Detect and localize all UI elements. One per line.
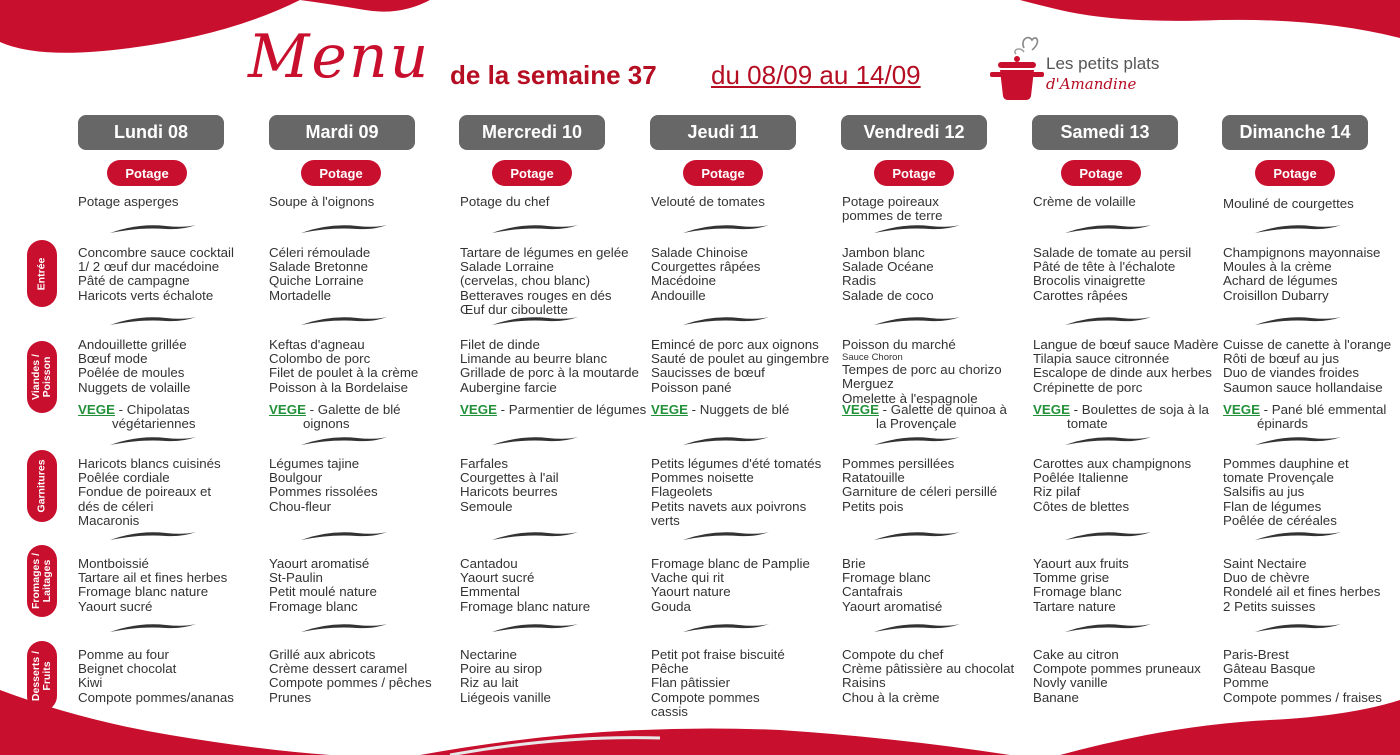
day-header: Mardi 09 [269,115,415,150]
divider-swash [108,434,198,448]
menu-item: Poêlée de moules [78,365,185,381]
menu-cell-garnitures [78,457,263,528]
menu-item: Poisson pané [651,379,732,395]
vege-line: VEGE - Parmentier de légumes [460,402,647,417]
menu-cell-potage [1033,195,1218,209]
vege-option [842,403,1027,431]
menu-item: Pomme au four [78,647,169,662]
menu-item: Nectarine [460,647,517,662]
menu-item: Escalope de dinde aux herbes [1033,365,1212,381]
menu-cell-desserts [651,648,836,719]
menu-item: Tartare nature [1033,598,1116,614]
menu-item: Radis [842,273,876,289]
potage-badge: Potage [107,160,187,186]
logo-text-line2: d'Amandine [1046,75,1137,93]
menu-cell-fromages [1033,557,1218,614]
menu-cell-fromages [78,557,263,614]
menu-item: Saumon sauce hollandaise [1223,379,1383,395]
vege-tag: VEGE [1033,402,1070,417]
divider-swash [872,621,962,635]
menu-item: Salade Lorraine [460,259,554,275]
vege-option [78,403,263,431]
menu-cell-viandes [651,338,836,395]
menu-item: Chou-fleur [269,498,332,514]
menu-item: Langue de bœuf sauce Madère [1033,337,1219,352]
vege-option [651,403,836,417]
menu-item: Carottes aux champignons [1033,456,1192,471]
menu-cell-garnitures [1223,457,1400,528]
menu-title-script: Menu [248,22,431,92]
menu-item: 1/ 2 œuf dur macédoine [78,259,220,275]
divider-swash [681,621,771,635]
menu-item: pommes de terre [842,208,943,224]
menu-item: Fromage blanc [269,598,358,614]
menu-item: Salade Océane [842,259,934,275]
menu-item: Courgettes râpées [651,259,761,275]
divider-swash [490,529,580,543]
menu-item: Gâteau Basque [1223,661,1316,677]
category-fromages [27,545,57,617]
menu-item: Ratatouille [842,470,905,486]
menu-item: Omelette à l'espagnole [842,390,978,406]
menu-item: verts [651,512,680,528]
menu-item: St-Paulin [269,570,323,586]
menu-item: Compote pommes/ananas [78,689,234,705]
divider-swash [1063,222,1153,236]
divider-swash [108,621,198,635]
menu-item: Garniture de céleri persillé [842,484,998,500]
menu-item: Poêlée cordiale [78,470,170,486]
divider-swash [490,222,580,236]
menu-item: Petits légumes d'été tomatés [651,456,822,471]
divider-swash [1253,222,1343,236]
menu-item: Pommes rissolées [269,484,378,500]
menu-item: Petit pot fraise biscuité [651,647,785,662]
menu-item: Pommes persillées [842,456,955,471]
menu-item: Haricots blancs cuisinés [78,456,221,471]
vege-tag: VEGE [842,402,879,417]
divider-swash [1063,434,1153,448]
category-label: Entrée [35,257,48,290]
divider-swash [681,222,771,236]
divider-swash [681,314,771,328]
menu-item: Grillade de porc à la moutarde [460,365,639,381]
menu-item: Keftas d'agneau [269,337,365,352]
menu-item: Sauté de poulet au gingembre [651,351,830,367]
menu-item: Flageolets [651,484,713,500]
menu-cell-desserts [269,648,454,705]
cooking-pot-icon [988,32,1044,102]
menu-item: Prunes [269,689,312,705]
menu-item: Courgettes à l'ail [460,470,559,486]
potage-badge: Potage [683,160,763,186]
category-viandes [27,341,57,413]
divider-swash [1063,621,1153,635]
menu-item: Cake au citron [1033,647,1119,662]
divider-swash [490,621,580,635]
menu-item: Liégeois vanille [460,689,551,705]
logo-text-line1: Les petits plats [1046,54,1160,73]
menu-item: Fromage blanc nature [78,584,209,600]
menu-cell-entree [842,246,1027,303]
menu-item: Yaourt aux fruits [1033,556,1129,571]
menu-item: tomate Provençale [1223,470,1334,486]
menu-item: Haricots beurres [460,484,558,500]
potage-badge: Potage [301,160,381,186]
menu-cell-fromages [269,557,454,614]
menu-cell-fromages [460,557,645,614]
menu-item: Rondelé ail et fines herbes [1223,584,1381,600]
divider-swash [1253,314,1343,328]
menu-item: Flan de légumes [1223,498,1322,514]
menu-item: Fromage blanc [842,570,931,586]
menu-item: Limande au beurre blanc [460,351,608,367]
vege-line: la Provençale [876,416,957,432]
menu-item: Yaourt nature [651,584,731,600]
menu-item: Champignons mayonnaise [1223,245,1381,260]
vege-option [269,403,454,431]
menu-item: Compote pommes / pêches [269,675,432,691]
divider-swash [299,314,389,328]
menu-item: Poêlée de céréales [1223,512,1337,528]
menu-item: cassis [651,703,688,719]
menu-item: dés de céleri [78,498,154,514]
menu-cell-viandes [1033,338,1218,395]
menu-item: Potage poireaux [842,194,939,209]
menu-item: Yaourt aromatisé [842,598,943,614]
menu-cell-entree [78,246,263,303]
menu-cell-viandes [460,338,645,395]
menu-item: 2 Petits suisses [1223,598,1316,614]
menu-item: Crème de volaille [1033,194,1136,209]
menu-item: Tempes de porc au chorizo [842,362,1002,378]
sauce-note: Sauce Choron [842,352,903,364]
divider-swash [1063,314,1153,328]
menu-cell-viandes [842,338,1027,406]
menu-item: Emincé de porc aux oignons [651,337,819,352]
menu-item: Vache qui rit [651,570,724,586]
divider-swash [872,434,962,448]
vege-line: VEGE - Galette de blé [269,402,401,417]
menu-item: Tilapia sauce citronnée [1033,351,1170,367]
menu-item: Œuf dur ciboulette [460,301,568,317]
category-label: Desserts / Fruits [30,650,53,702]
menu-item: Carottes râpées [1033,287,1128,303]
menu-item: Achard de légumes [1223,273,1338,289]
menu-item: Petit moulé nature [269,584,377,600]
menu-cell-potage [78,195,263,209]
day-header: Jeudi 11 [650,115,796,150]
divider-swash [299,621,389,635]
vege-line: VEGE - Pané blé emmental [1223,402,1387,417]
menu-item: Riz pilaf [1033,484,1081,500]
day-header: Lundi 08 [78,115,224,150]
menu-item: Duo de chèvre [1223,570,1310,586]
logo [988,32,1178,102]
divider-swash [681,434,771,448]
divider-swash [1063,529,1153,543]
day-header: Dimanche 14 [1222,115,1368,150]
divider-swash [108,314,198,328]
menu-item: Macaronis [78,512,140,528]
menu-item: Farfales [460,456,509,471]
menu-item: Pêche [651,661,689,677]
menu-item: Pommes noisette [651,470,754,486]
menu-item: Fromage blanc [1033,584,1122,600]
menu-cell-desserts [78,648,263,705]
menu-item: Crème pâtissière au chocolat [842,661,1015,677]
menu-item: Paris-Brest [1223,647,1289,662]
divider-swash [872,314,962,328]
menu-cell-garnitures [651,457,836,528]
menu-cell-potage [1223,197,1400,211]
vege-tag: VEGE [460,402,497,417]
menu-item: Banane [1033,689,1079,705]
menu-cell-garnitures [269,457,454,514]
menu-item: Potage asperges [78,194,179,209]
vege-tag: VEGE [269,402,306,417]
day-header: Samedi 13 [1032,115,1178,150]
menu-item: Nuggets de volaille [78,379,191,395]
menu-item: Aubergine farcie [460,379,557,395]
menu-item: Compote pommes [651,689,760,705]
menu-cell-viandes [269,338,454,395]
menu-item: Concombre sauce cocktail [78,245,234,260]
menu-item: Côtes de blettes [1033,498,1130,514]
menu-cell-entree [1223,246,1400,303]
menu-item: Salade de tomate au persil [1033,245,1192,260]
day-header: Mercredi 10 [459,115,605,150]
menu-item: Yaourt aromatisé [269,556,370,571]
menu-item: Tartare ail et fines herbes [78,570,228,586]
menu-item: Pomme [1223,675,1269,691]
menu-item: Gouda [651,598,691,614]
menu-item: Pâté de campagne [78,273,190,289]
menu-item: Duo de viandes froides [1223,365,1360,381]
vege-option [1033,403,1218,431]
menu-item: Mouliné de courgettes [1223,196,1354,211]
menu-item: Semoule [460,498,513,514]
menu-item: Beignet chocolat [78,661,177,677]
potage-badge: Potage [1255,160,1335,186]
menu-item: Filet de dinde [460,337,540,352]
menu-item: Montboissié [78,556,149,571]
menu-item: Rôti de bœuf au jus [1223,351,1340,367]
vege-tag: VEGE [78,402,115,417]
menu-item: Brocolis vinaigrette [1033,273,1146,289]
menu-cell-entree [651,246,836,303]
menu-item: Yaourt sucré [78,598,153,614]
menu-item: Saucisses de bœuf [651,365,765,381]
menu-cell-entree [460,246,645,317]
menu-item: Andouille [651,287,706,303]
menu-item: Légumes tajine [269,456,360,471]
menu-cell-desserts [460,648,645,705]
menu-cell-fromages [1223,557,1400,614]
menu-item: Poisson du marché [842,337,956,352]
divider-swash [872,222,962,236]
menu-item: Crépinette de porc [1033,379,1143,395]
menu-item: Grillé aux abricots [269,647,376,662]
week-dates: du 08/09 au 14/09 [711,60,921,90]
menu-cell-potage [651,195,836,209]
menu-cell-potage [842,195,1027,223]
menu-item: Merguez [842,376,894,392]
category-desserts [27,641,57,711]
menu-item: Salade Chinoise [651,245,748,260]
category-garnitures [27,450,57,522]
menu-item: Poire au sirop [460,661,543,677]
menu-item: Soupe à l'oignons [269,194,375,209]
divider-swash [299,222,389,236]
menu-cell-desserts [1033,648,1218,705]
vege-line: tomate [1067,416,1108,432]
menu-item: Tartare de légumes en gelée [460,245,629,260]
divider-swash [1253,434,1343,448]
menu-item: Yaourt sucré [460,570,535,586]
menu-item: Petits pois [842,498,904,514]
menu-item: Jambon blanc [842,245,925,260]
menu-cell-desserts [842,648,1027,705]
menu-item: Cantafrais [842,584,903,600]
menu-item: Bœuf mode [78,351,148,367]
menu-item: Kiwi [78,675,103,691]
day-header: Vendredi 12 [841,115,987,150]
menu-item: Brie [842,556,866,571]
menu-item: Flan pâtissier [651,675,731,691]
menu-item: Riz au lait [460,675,519,691]
menu-item: Cuisse de canette à l'orange [1223,337,1392,352]
category-label: Garnitures [35,459,48,513]
vege-tag: VEGE [651,402,688,417]
menu-cell-viandes [78,338,263,395]
menu-item: Novly vanille [1033,675,1108,691]
potage-badge: Potage [492,160,572,186]
menu-cell-fromages [651,557,836,614]
menu-item: Raisins [842,675,886,691]
vege-line: VEGE - Boulettes de soja à la [1033,402,1209,417]
menu-item: Salade Bretonne [269,259,369,275]
menu-item: Petits navets aux poivrons [651,498,807,514]
menu-item: (cervelas, chou blanc) [460,273,591,289]
menu-item: Croisillon Dubarry [1223,287,1329,303]
menu-item: Saint Nectaire [1223,556,1307,571]
divider-swash [681,529,771,543]
menu-item: Fromage blanc de Pamplie [651,556,810,571]
menu-item: Pâté de tête à l'échalote [1033,259,1176,275]
week-title: de la semaine 37 [450,60,657,90]
category-label: Fromages / Laitages [30,552,53,610]
menu-cell-potage [269,195,454,209]
menu-item: Colombo de porc [269,351,371,367]
potage-badge: Potage [874,160,954,186]
vege-tag: VEGE [1223,402,1260,417]
potage-badge: Potage [1061,160,1141,186]
divider-swash [108,529,198,543]
menu-item: Potage du chef [460,194,550,209]
vege-line: VEGE - Chipolatas [78,402,190,417]
menu-item: Tomme grise [1033,570,1110,586]
menu-item: Boulgour [269,470,323,486]
menu-item: Compote du chef [842,647,944,662]
vege-line: épinards [1257,416,1309,432]
menu-cell-garnitures [842,457,1027,514]
vege-line: VEGE - Galette de quinoa à [842,402,1007,417]
menu-cell-entree [269,246,454,303]
menu-item: Mortadelle [269,287,332,303]
menu-item: Chou à la crème [842,689,940,705]
divider-swash [108,222,198,236]
divider-swash [299,434,389,448]
divider-swash [1253,529,1343,543]
divider-swash [490,434,580,448]
menu-item: Salade de coco [842,287,934,303]
menu-cell-garnitures [460,457,645,514]
vege-option [1223,403,1400,431]
vege-line: oignons [303,416,350,432]
divider-swash [1253,621,1343,635]
menu-item: Macédoine [651,273,717,289]
menu-item: Betteraves rouges en dés [460,287,612,303]
menu-item: Fondue de poireaux et [78,484,212,500]
menu-item: Cantadou [460,556,518,571]
category-entree [27,240,57,307]
menu-item: Haricots verts échalote [78,287,214,303]
menu-cell-entree [1033,246,1218,303]
menu-item: Velouté de tomates [651,194,765,209]
vege-option [460,403,645,417]
menu-item: Poisson à la Bordelaise [269,379,408,395]
menu-cell-desserts [1223,648,1400,705]
divider-swash [872,529,962,543]
category-label: Viandes / Poisson [30,354,53,400]
vege-line: VEGE - Nuggets de blé [651,402,790,417]
menu-cell-garnitures [1033,457,1218,514]
menu-item: Céleri rémoulade [269,245,371,260]
menu-item: Moules à la crème [1223,259,1332,275]
menu-item: Compote pommes pruneaux [1033,661,1201,677]
vege-line: végétariennes [112,416,196,432]
menu-item: Poêlée Italienne [1033,470,1129,486]
menu-cell-fromages [842,557,1027,614]
menu-item: Fromage blanc nature [460,598,591,614]
menu-cell-potage [460,195,645,209]
menu-item: Filet de poulet à la crème [269,365,419,381]
menu-item: Emmental [460,584,520,600]
menu-item: Salsifis au jus [1223,484,1305,500]
menu-item: Compote pommes / fraises [1223,689,1382,705]
menu-item: Quiche Lorraine [269,273,364,289]
menu-item: Andouillette grillée [78,337,187,352]
menu-cell-viandes [1223,338,1400,395]
menu-item: Crème dessert caramel [269,661,408,677]
menu-item: Pommes dauphine et [1223,456,1349,471]
divider-swash [299,529,389,543]
